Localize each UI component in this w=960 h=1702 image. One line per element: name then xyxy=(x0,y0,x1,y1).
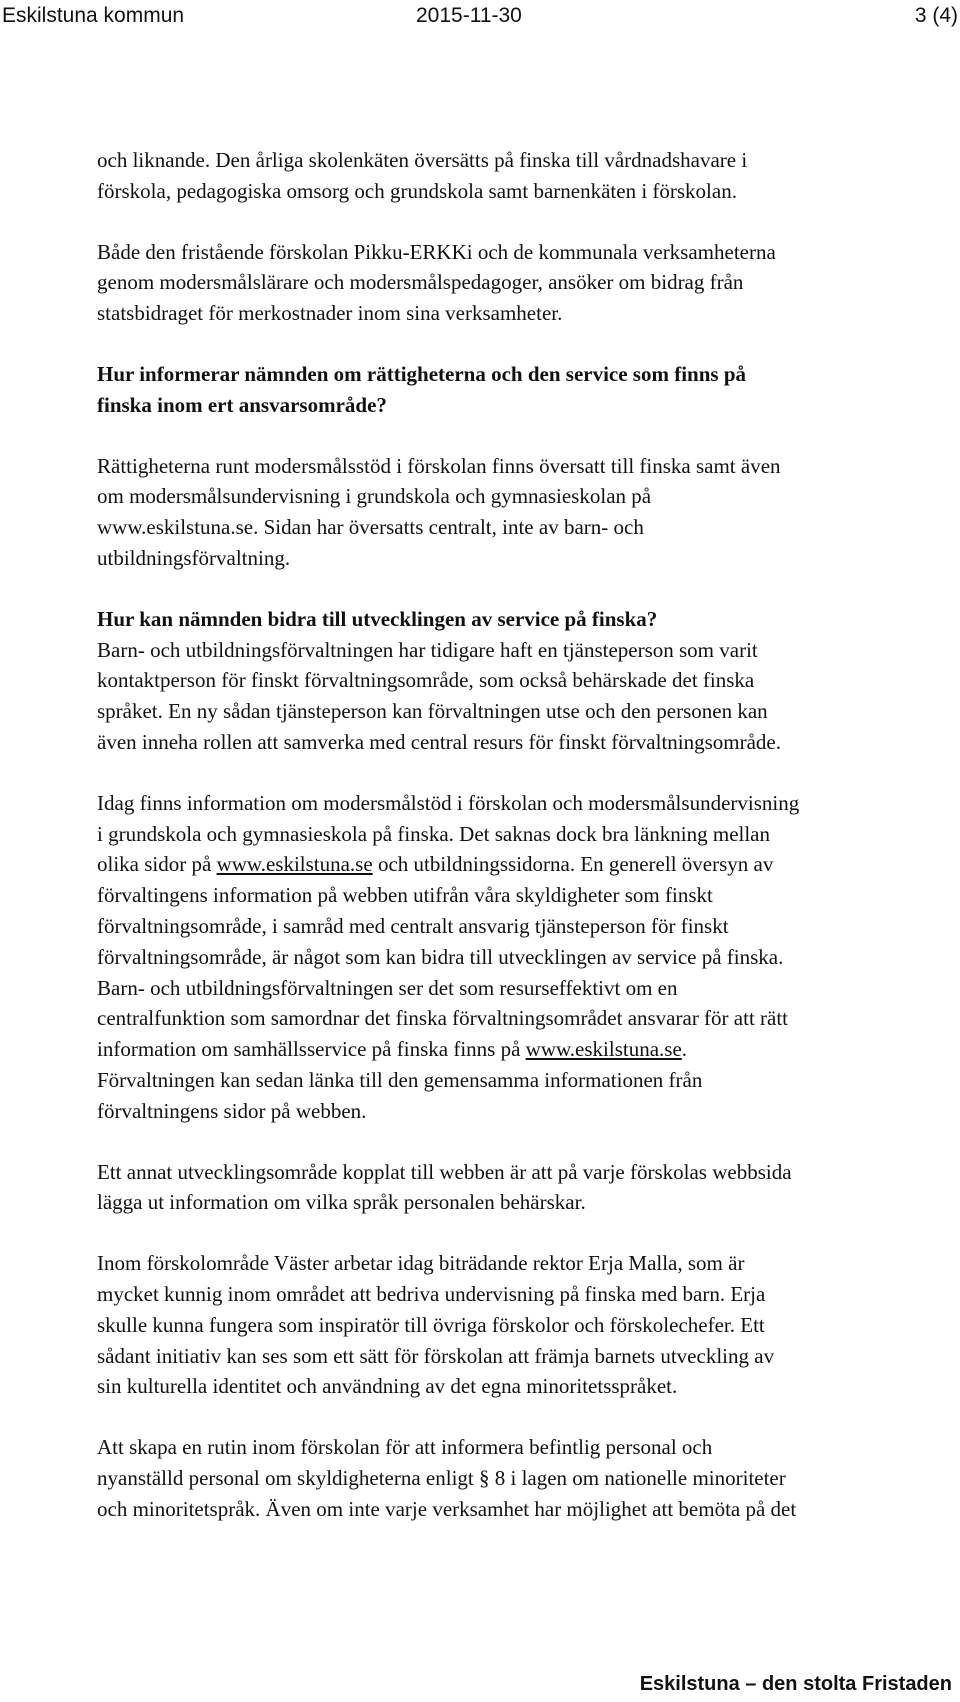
header-date: 2015-11-30 xyxy=(416,4,522,27)
paragraph-8: Att skapa en rutin inom förskolan för att informera befintlig personal och nyanställd personal om skyldigheterna enligt § 8 i lagen om nationelle minoriteter och minoritetspråk. Även om inte varje verksamhet har möjlighet att bemöta på det xyxy=(97,1435,797,1521)
heading-contribute-service: Hur kan nämnden bidra till utvecklingen av service på finska? xyxy=(97,606,658,631)
eskilstuna-link[interactable]: www.eskilstuna.se xyxy=(97,515,254,540)
document-body xyxy=(97,145,947,1524)
paragraph-7: Inom förskolområde Väster arbetar idag biträdande rektor Erja Malla, som är mycket kunnig inom området att bedriva undervisning på finska med barn. Erja skulle kunna fungera som inspiratör till övriga förskolor och förskolechefer. Ett sådant initiativ kan ses som ett sätt för förskolan att främja barnets utveckling av sin kulturella identitet och användning av det egna minoritetsspråket. xyxy=(97,1251,775,1399)
paragraph-1: och liknande. Den årliga skolenkäten översätts på finska till vårdnadshavare i förskola, pedagogiska omsorg och grundskola samt barnenkäten i förskolan. xyxy=(97,148,748,203)
eskilstuna-link[interactable]: www.eskilstuna.se xyxy=(216,852,373,877)
eskilstuna-link[interactable]: www.eskilstuna.se xyxy=(525,1037,682,1062)
page-header xyxy=(0,4,960,34)
paragraph-5: Idag finns information om modersmålstöd i förskolan och modersmålsundervisning i grundskola och gymnasieskola på finska. Det saknas dock bra länkning mellan olika sidor på www.eskilstuna.se och utbildningssidorna. En generell översyn av förvaltingens information på webben utifrån våra skyldigheter som finskt förvaltningsområde, i samråd med centralt ansvarig tjänsteperson för finskt förvaltningsområde, är något som kan bidra till utvecklingen av service på finska. Barn- och utbildningsförvaltningen ser det som resurseffektivt om en centralfunktion som samordnar det finska förvaltningsområdet ansvarar för att rätt information om samhällsservice på finska finns på www.eskilstuna.se. Förvaltningen kan sedan länka till den gemensamma informationen från förvaltningens sidor på webben. xyxy=(97,790,800,1123)
paragraph-3: Rättigheterna runt modersmålsstöd i förskolan finns översatt till finska samt även om modersmålsundervisning i grundskola och gymnasieskolan på www.eskilstuna.se. Sidan har översatts centralt, inte av barn- och utbildningsförvaltning. xyxy=(97,453,781,570)
header-organization: Eskilstuna kommun xyxy=(2,4,185,27)
page-footer: Eskilstuna – den stolta Fristaden xyxy=(639,1673,952,1695)
paragraph-2: Både den fristående förskolan Pikku-ERKKi och de kommunala verksamheterna genom modersmålslärare och modersmålspedagoger, ansöker om bidrag från statsbidraget för merkostnader inom sina verksamheter. xyxy=(97,239,776,326)
paragraph-6: Ett annat utvecklingsområde kopplat till webben är att på varje förskolas webbsida lägga ut information om vilka språk personalen behärskar. xyxy=(97,1159,792,1215)
heading-inform-rights: Hur informerar nämnden om rättigheterna och den service som finns på finska inom ert ansvarsområde? xyxy=(97,361,747,417)
header-page-number: 3 (4) xyxy=(914,4,958,27)
paragraph-4: Barn- och utbildningsförvaltningen har tidigare haft en tjänsteperson som varit kontaktperson för finskt förvaltningsområde, som också behärskade det finska språket. En ny sådan tjänsteperson kan förvaltningen utse och den personen kan även inneha rollen att samverka med central resurs för finskt förvaltningsområde. xyxy=(97,637,782,754)
